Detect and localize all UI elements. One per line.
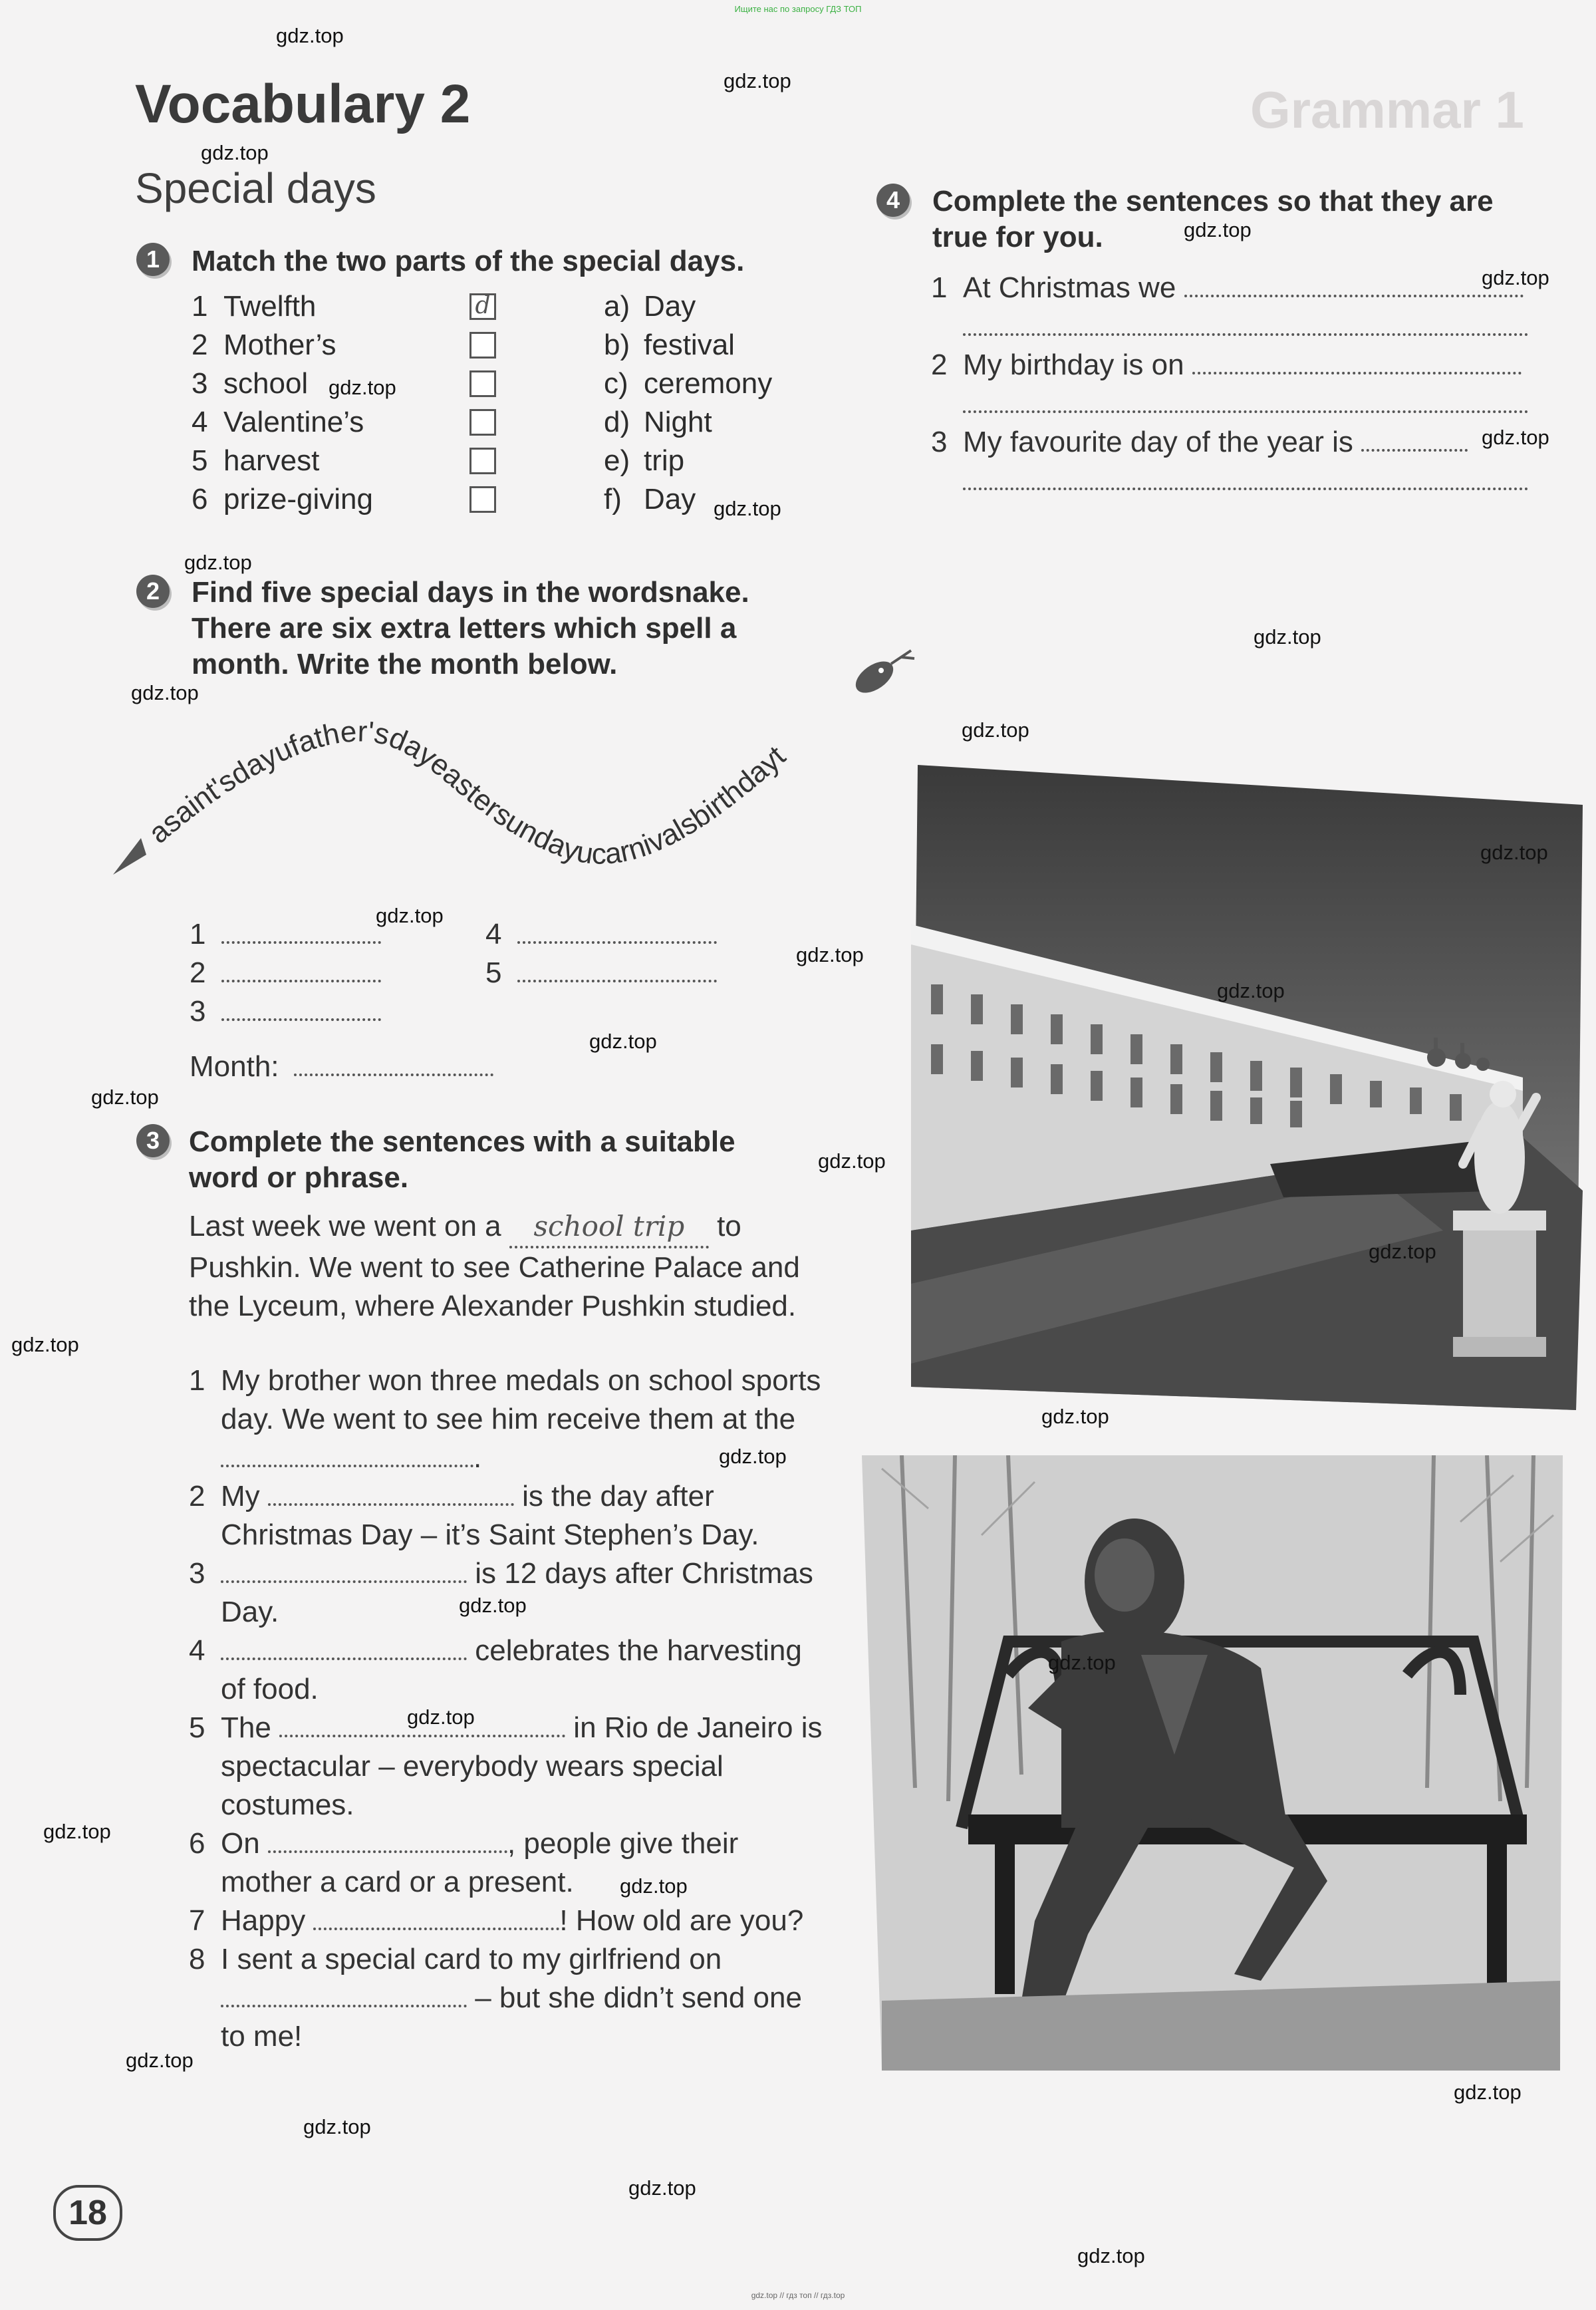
item-blank[interactable] <box>313 1904 559 1930</box>
match-right-letter: b) <box>604 329 630 361</box>
watermark: gdz.top <box>303 2115 371 2138</box>
item-text: My favourite day of the year is <box>963 426 1353 458</box>
watermark: gdz.top <box>1048 1651 1116 1674</box>
item-number: 3 <box>189 1557 205 1590</box>
answer-blank[interactable] <box>517 917 717 944</box>
snake-answer-3 <box>190 992 381 1031</box>
ghost-heading-facing-page: Grammar 1 <box>1250 80 1524 139</box>
item-text-after: in Rio de Janeiro is spectacular – everybody wears special costumes. <box>221 1711 823 1821</box>
match-left-text: Valentine’s <box>223 406 364 438</box>
match-right-item-c <box>604 364 772 403</box>
item-number: 2 <box>189 1480 205 1513</box>
match-answer-box-3[interactable] <box>469 370 496 397</box>
item-number: 6 <box>189 1827 205 1860</box>
exercise-3-instruction: Complete the sentences with a suitable word or phrase. <box>189 1125 735 1194</box>
match-right-text: trip <box>644 444 685 477</box>
match-right-text: Day <box>644 290 696 323</box>
snake-letters-path: asaint'sdayufather'sdayeastersundayucarnivalsbirthdayt <box>142 715 792 871</box>
exercise-2-answers <box>190 915 381 1031</box>
item-blank[interactable] <box>221 1441 473 1467</box>
snake-tail <box>113 838 146 875</box>
match-answer-box-4[interactable] <box>469 409 496 436</box>
answer-blank[interactable] <box>517 956 717 982</box>
item-blank-line-2[interactable] <box>963 464 1528 490</box>
exercise-1-left-column <box>192 287 496 519</box>
watermark: gdz.top <box>589 1030 657 1053</box>
match-left-number: 2 <box>192 329 208 361</box>
page-number: 18 <box>53 2185 122 2241</box>
ex3-item-2 <box>189 1477 827 1554</box>
match-left-number: 5 <box>192 444 208 477</box>
item-number: 1 <box>189 1364 205 1397</box>
watermark: gdz.top <box>91 1085 159 1109</box>
item-text: At Christmas we <box>963 271 1176 304</box>
match-right-item-b <box>604 326 772 364</box>
ex3-item-5 <box>189 1709 827 1824</box>
watermark: gdz.top <box>1041 1405 1109 1428</box>
site-footer-note: gdz.top // гдз топ // гдз.top <box>751 2291 845 2300</box>
item-text-after: . <box>473 1441 482 1474</box>
exercise-4-items <box>931 269 1536 500</box>
watermark: gdz.top <box>1482 266 1549 289</box>
match-left-item-6 <box>192 480 496 519</box>
item-text-before: The <box>221 1711 271 1744</box>
answer-number: 5 <box>485 956 502 989</box>
watermark: gdz.top <box>276 24 344 47</box>
snake-answer-4 <box>485 915 717 954</box>
watermark: gdz.top <box>131 681 199 704</box>
watermark: gdz.top <box>329 376 396 399</box>
item-blank[interactable] <box>221 1634 467 1660</box>
ex3-item-6 <box>189 1824 827 1902</box>
item-text: My birthday is on <box>963 349 1184 381</box>
watermark: gdz.top <box>1480 841 1548 864</box>
watermark: gdz.top <box>796 943 864 966</box>
match-right-item-d <box>604 403 772 442</box>
watermark: gdz.top <box>43 1820 111 1843</box>
match-right-text: Night <box>644 406 712 438</box>
match-left-number: 3 <box>192 367 208 400</box>
item-blank-line-2[interactable] <box>963 386 1528 413</box>
watermark: gdz.top <box>1482 426 1549 449</box>
match-left-item-4 <box>192 403 496 442</box>
watermark: gdz.top <box>962 718 1029 742</box>
item-text-before: Happy <box>221 1904 306 1937</box>
exercise-2-number: 2 <box>136 575 170 608</box>
item-blank-line-2[interactable] <box>963 309 1528 336</box>
ex3-item-8 <box>189 1940 827 2056</box>
watermark: gdz.top <box>724 69 791 92</box>
watermark: gdz.top <box>1454 2081 1522 2104</box>
item-number: 5 <box>189 1711 205 1744</box>
item-text-before: My <box>221 1480 260 1513</box>
watermark: gdz.top <box>201 141 269 164</box>
answer-number: 2 <box>190 956 206 989</box>
exercise-3-number: 3 <box>136 1124 170 1157</box>
item-number: 8 <box>189 1943 205 1975</box>
page-subtitle: Special days <box>135 164 376 212</box>
item-number: 7 <box>189 1904 205 1937</box>
exercise-2-instruction: Find five special days in the wordsnake. There are six extra letters which spell a month. Write the month below. <box>192 576 749 680</box>
match-right-item-e <box>604 442 772 480</box>
watermark: gdz.top <box>1077 2244 1145 2267</box>
snake-answer-5 <box>485 954 717 992</box>
exercise-4-number: 4 <box>876 184 910 217</box>
watermark: gdz.top <box>714 497 781 520</box>
answer-blank[interactable] <box>221 917 381 944</box>
exercise-2-answers-right <box>485 915 717 992</box>
snake-answer-1 <box>190 915 381 954</box>
snake-head <box>850 650 914 699</box>
watermark: gdz.top <box>620 1874 688 1898</box>
match-left-text: harvest <box>223 444 320 477</box>
match-right-item-a <box>604 287 772 326</box>
match-answer-box-6[interactable] <box>469 486 496 513</box>
example-text-after: to Pushkin. We went to see Catherine Palace and the Lyceum, where Alexander Pushkin studied. <box>189 1210 800 1322</box>
ex3-item-3 <box>189 1554 827 1632</box>
month-label: Month: <box>190 1050 279 1083</box>
ex4-item-1 <box>931 269 1536 346</box>
match-left-text: school <box>223 367 309 400</box>
item-blank[interactable] <box>1184 271 1524 297</box>
item-text-after: – but she didn’t send one to me! <box>221 1981 802 2053</box>
match-right-letter: c) <box>604 367 628 400</box>
match-answer-box-5[interactable] <box>469 448 496 474</box>
item-blank[interactable] <box>1361 425 1468 452</box>
watermark: gdz.top <box>628 2176 696 2200</box>
watermark: gdz.top <box>1184 218 1252 241</box>
match-right-text: Day <box>644 483 696 515</box>
watermark: gdz.top <box>818 1149 886 1173</box>
answer-blank[interactable] <box>221 994 381 1021</box>
match-left-text: Twelfth <box>223 290 317 323</box>
answer-number: 3 <box>190 995 206 1028</box>
example-text-before: Last week we went on a <box>189 1210 501 1242</box>
exercise-1-right-column <box>604 287 772 519</box>
answer-number: 1 <box>190 918 206 950</box>
watermark: gdz.top <box>1254 625 1321 649</box>
item-text-after: is 12 days after Christmas Day. <box>221 1557 813 1628</box>
match-left-text: Mother’s <box>223 329 336 361</box>
snake-answer-2 <box>190 954 381 992</box>
match-left-item-2 <box>192 326 496 364</box>
item-number: 2 <box>931 349 948 381</box>
match-right-letter: f) <box>604 483 622 515</box>
item-text-after: , people give their mother a card or a present. <box>221 1827 739 1898</box>
exercise-1-number: 1 <box>136 243 170 276</box>
item-number: 3 <box>931 426 948 458</box>
item-text-before: My brother won three medals on school sports day. We went to see him receive them at the <box>221 1364 821 1435</box>
item-blank[interactable] <box>268 1826 507 1853</box>
match-right-text: festival <box>644 329 735 361</box>
match-left-item-1 <box>192 287 496 326</box>
item-text-before: On <box>221 1827 260 1860</box>
watermark: gdz.top <box>719 1445 787 1468</box>
example-answer: school trip <box>509 1207 709 1248</box>
match-right-letter: e) <box>604 444 630 477</box>
item-number: 4 <box>189 1634 205 1667</box>
page-title: Vocabulary 2 <box>135 74 471 134</box>
item-blank[interactable] <box>1192 348 1522 374</box>
ex4-item-2 <box>931 346 1536 423</box>
item-blank[interactable] <box>221 1981 467 2007</box>
item-text-after: celebrates the harvesting of food. <box>221 1634 802 1705</box>
wordsnake <box>100 639 918 891</box>
match-left-number: 4 <box>192 406 208 438</box>
watermark: gdz.top <box>126 2049 194 2072</box>
month-blank[interactable] <box>294 1050 493 1076</box>
item-text-after: is the day after Christmas Day – it’s Saint Stephen’s Day. <box>221 1480 759 1551</box>
match-left-item-5 <box>192 442 496 480</box>
watermark: gdz.top <box>184 551 252 574</box>
month-row <box>190 1048 493 1086</box>
watermark: gdz.top <box>1217 979 1285 1002</box>
match-right-letter: a) <box>604 290 630 323</box>
item-blank[interactable] <box>221 1556 467 1583</box>
match-answer-box-2[interactable] <box>469 332 496 359</box>
watermark: gdz.top <box>459 1594 527 1617</box>
match-left-text: prize-giving <box>223 483 373 515</box>
ex3-item-4 <box>189 1632 827 1709</box>
exercise-3-example <box>189 1207 827 1326</box>
match-left-number: 6 <box>192 483 208 515</box>
snake-letters <box>142 715 791 871</box>
match-answer-box-1[interactable]: d <box>469 293 496 320</box>
ex3-item-7 <box>189 1902 827 1940</box>
watermark: gdz.top <box>1369 1240 1436 1263</box>
ex4-item-3 <box>931 423 1536 500</box>
site-search-note: Ищите нас по запросу ГДЗ ТОП <box>734 4 862 14</box>
match-right-letter: d) <box>604 406 630 438</box>
item-text-before: I sent a special card to my girlfriend on <box>221 1943 722 1975</box>
watermark: gdz.top <box>407 1705 475 1729</box>
match-right-text: ceremony <box>644 367 773 400</box>
item-number: 1 <box>931 271 948 304</box>
item-text-after: ! How old are you? <box>559 1904 804 1937</box>
pushkin-statue-photo <box>862 1455 1563 2071</box>
watermark: gdz.top <box>376 904 444 927</box>
watermark: gdz.top <box>11 1333 79 1356</box>
match-left-number: 1 <box>192 290 208 323</box>
answer-blank[interactable] <box>221 956 381 982</box>
exercise-1-instruction: Match the two parts of the special days. <box>192 245 745 277</box>
exercise-4-instruction: Complete the sentences so that they are true for you. <box>932 185 1494 253</box>
item-blank[interactable] <box>268 1479 514 1506</box>
answer-number: 4 <box>485 918 502 950</box>
